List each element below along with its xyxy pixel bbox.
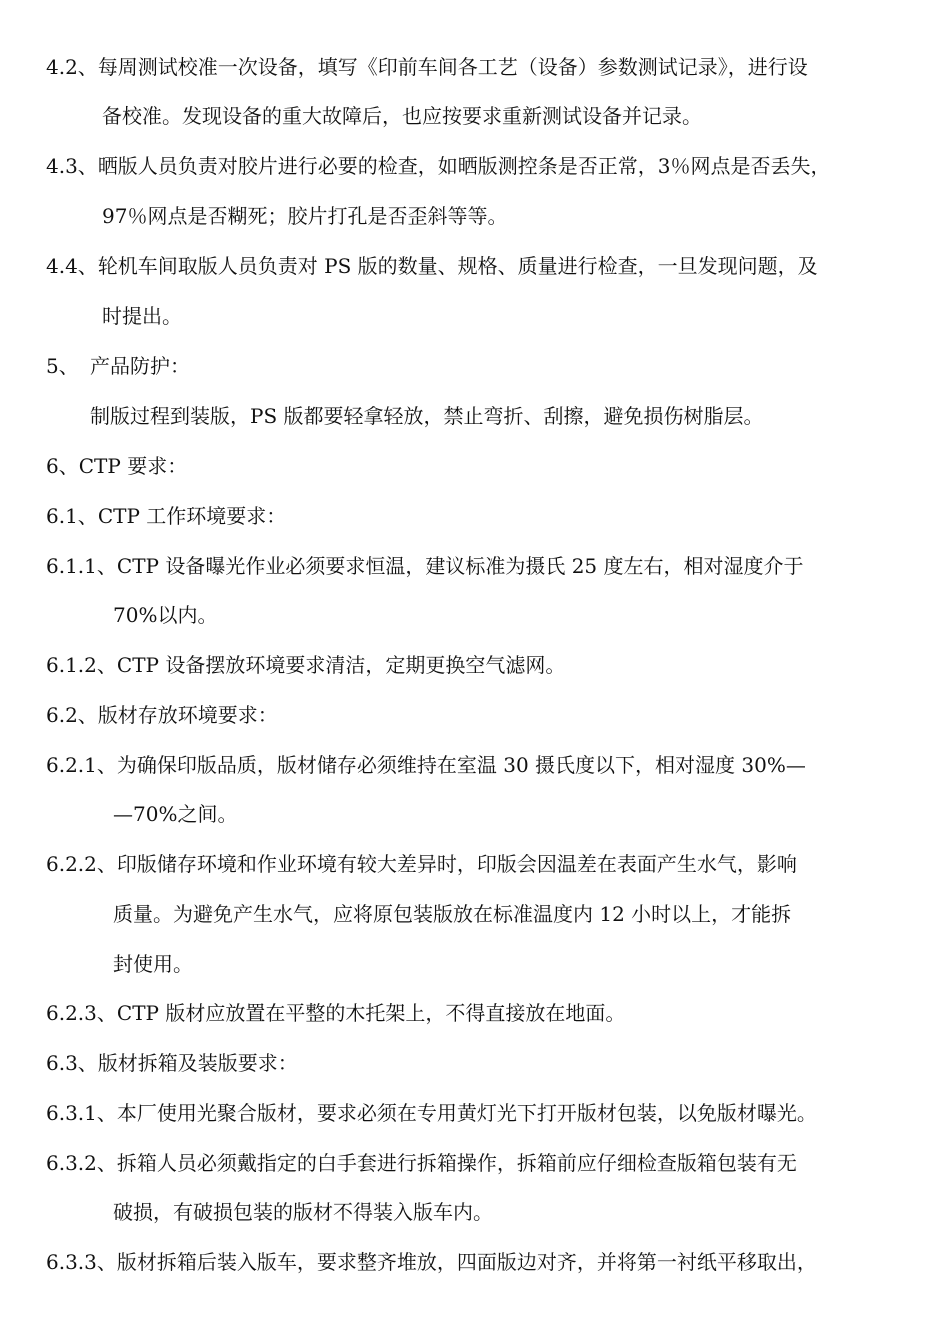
heading-text: 版材拆箱及装版要求： <box>97 1051 298 1075</box>
paragraph-line <box>102 102 702 130</box>
section-number: 6.1.2、 <box>46 653 117 677</box>
paragraph-text: 封使用。 <box>113 952 193 976</box>
section-number: 6.3.2、 <box>46 1151 117 1175</box>
section-heading <box>46 701 278 729</box>
section-heading <box>46 352 190 380</box>
paragraph-text: 破损，有破损包装的版材不得装入版车内。 <box>113 1200 493 1224</box>
paragraph-line <box>46 751 806 779</box>
paragraph-line <box>113 800 237 828</box>
section-number: 6.3、 <box>46 1051 98 1075</box>
section-heading <box>46 502 286 530</box>
paragraph-text: CTP 版材应放置在平整的木托架上，不得直接放在地面。 <box>116 1001 626 1025</box>
paragraph-line <box>46 1248 817 1276</box>
paragraph-line <box>46 252 818 280</box>
section-number: 5、 <box>46 354 79 378</box>
paragraph-line <box>113 900 791 928</box>
paragraph-text: 为确保印版品质，版材储存必须维持在室温 30 摄氏度以下，相对湿度 30%— <box>116 753 806 777</box>
heading-text: CTP 要求： <box>78 454 188 478</box>
paragraph-text: 轮机车间取版人员负责对 PS 版的数量、规格、质量进行检查，一旦发现问题，及 <box>97 254 818 278</box>
paragraph-line <box>46 999 625 1027</box>
paragraph-text: 拆箱人员必须戴指定的白手套进行拆箱操作，拆箱前应仔细检查版箱包装有无 <box>116 1151 797 1175</box>
section-number: 6.2.3、 <box>46 1001 117 1025</box>
paragraph-text: 制版过程到装版，PS 版都要轻拿轻放，禁止弯折、刮擦，避免损伤树脂层。 <box>90 404 764 428</box>
paragraph-text: 本厂使用光聚合版材，要求必须在专用黄灯光下打开版材包装，以免版材曝光。 <box>116 1101 817 1125</box>
section-heading <box>46 1049 298 1077</box>
paragraph-text: 晒版人员负责对胶片进行必要的检查，如晒版测控条是否正常，3％网点是否丢失， <box>97 154 831 178</box>
paragraph-text: CTP 设备摆放环境要求清洁，定期更换空气滤网。 <box>116 653 566 677</box>
paragraph-text: 质量。为避免产生水气，应将原包装版放在标准温度内 12 小时以上，才能拆 <box>113 902 792 926</box>
section-number: 4.2、 <box>46 55 98 79</box>
section-number: 6.3.1、 <box>46 1101 117 1125</box>
section-number: 4.3、 <box>46 154 98 178</box>
section-number: 6.2、 <box>46 703 98 727</box>
paragraph-text: 备校准。发现设备的重大故障后，也应按要求重新测试设备并记录。 <box>102 104 702 128</box>
section-number: 4.4、 <box>46 254 98 278</box>
paragraph-text: 70%以内。 <box>113 603 218 627</box>
paragraph-line <box>90 402 764 430</box>
paragraph-line <box>113 601 217 629</box>
section-heading <box>46 452 187 480</box>
section-number: 6、 <box>46 454 79 478</box>
paragraph-text: CTP 设备曝光作业必须要求恒温，建议标准为摄氏 25 度左右，相对湿度介于 <box>116 554 804 578</box>
paragraph-line <box>113 950 193 978</box>
paragraph-line <box>46 850 797 878</box>
heading-text: CTP 工作环境要求： <box>97 504 287 528</box>
paragraph-line <box>46 53 906 81</box>
paragraph-line <box>46 1099 817 1127</box>
paragraph-line <box>46 651 565 679</box>
paragraph-text: 97％网点是否糊死；胶片打孔是否歪斜等等。 <box>102 204 508 228</box>
paragraph-line <box>113 1198 493 1226</box>
paragraph-line <box>46 552 804 580</box>
paragraph-text: 每周测试校准一次设备，填写《印前车间各工艺（设备）参数测试记录》，进行设 <box>97 55 808 79</box>
section-number: 6.2.1、 <box>46 753 117 777</box>
paragraph-line <box>46 152 831 180</box>
heading-text: 版材存放环境要求： <box>97 703 278 727</box>
paragraph-line <box>102 202 507 230</box>
paragraph-line <box>102 302 182 330</box>
section-number: 6.3.3、 <box>46 1250 117 1274</box>
paragraph-text: 时提出。 <box>102 304 182 328</box>
heading-text: 产品防护： <box>90 354 190 378</box>
paragraph-text: 版材拆箱后装入版车，要求整齐堆放，四面版边对齐，并将第一衬纸平移取出， <box>116 1250 817 1274</box>
section-number: 6.1.1、 <box>46 554 117 578</box>
section-number: 6.1、 <box>46 504 98 528</box>
section-number: 6.2.2、 <box>46 852 117 876</box>
paragraph-line <box>46 1149 797 1177</box>
paragraph-text: 印版储存环境和作业环境有较大差异时，印版会因温差在表面产生水气，影响 <box>116 852 797 876</box>
paragraph-text: —70%之间。 <box>113 802 238 826</box>
